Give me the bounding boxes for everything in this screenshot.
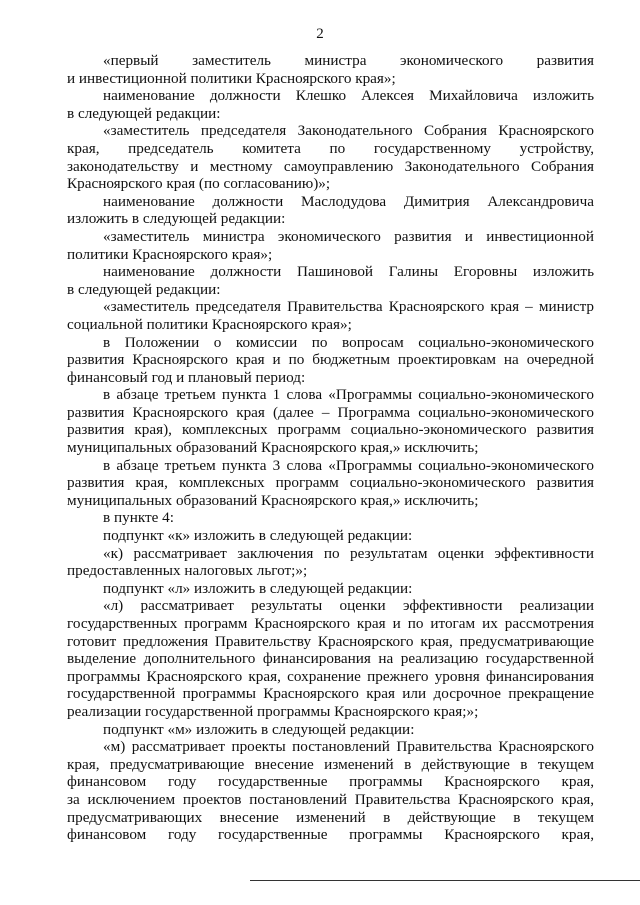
text-line: развития края), комплексных программ социально-экономического развития <box>67 421 594 439</box>
page-number: 2 <box>316 26 324 42</box>
text-line: государственных программ Красноярского края и по итогам их рассмотрения <box>67 615 594 632</box>
text-line: «заместитель председателя Законодательного Собрания Красноярского <box>103 122 594 140</box>
text-line: муниципальных образований Красноярского края,» исключить; <box>67 491 479 509</box>
text-line: в абзаце третьем пункта 3 слова «Программы социально-экономического <box>103 456 594 474</box>
text-line: в следующей редакции: <box>67 104 221 122</box>
text-line: наименование должности Маслодудова Димитрия Александровича <box>103 192 594 210</box>
text-line: развития Красноярского края (далее – Программа социально-экономического <box>67 403 594 421</box>
text-line: Красноярского края (по согласованию)»; <box>67 175 331 193</box>
text-line: подпункт «м» изложить в следующей редакции: <box>103 720 415 738</box>
text-line: реализации государственной программы Красноярского края;»; <box>67 702 479 720</box>
text-line: готовит предложения Правительству Красноярского края, предусматривающие <box>67 632 594 650</box>
text-line: «заместитель председателя Правительства Красноярского края – министр <box>103 298 594 316</box>
text-line: финансовом году государственные программы Красноярского края, <box>67 826 594 844</box>
text-line: социальной политики Красноярского края»; <box>67 315 352 333</box>
text-line: предусматривающих внесение изменений в действующие в текущем <box>67 808 594 826</box>
text-line: предоставленных налоговых льгот;»; <box>67 562 308 580</box>
text-line: «заместитель министра экономического развития и инвестиционной <box>103 227 594 245</box>
text-line: в пункте 4: <box>103 509 174 527</box>
text-line: в Положении о комиссии по вопросам социально-экономического <box>103 333 594 351</box>
text-line: «первый заместитель министра экономического развития <box>103 52 594 69</box>
bottom-rule <box>250 880 640 881</box>
text-line: развития Красноярского края и по бюджетным проектировкам на очередной <box>67 351 594 369</box>
text-line: «л) рассматривает результаты оценки эффективности реализации <box>103 597 594 615</box>
text-line: финансовый год и плановый период: <box>67 368 306 386</box>
text-line: наименование должности Клешко Алексея Михайловича изложить <box>103 87 594 105</box>
text-line: государственной программы Красноярского края или досрочное прекращение <box>67 685 594 703</box>
text-line: муниципальных образований Красноярского края,» исключить; <box>67 439 479 457</box>
text-line: наименование должности Пашиновой Галины Егоровны изложить <box>103 263 594 281</box>
text-line: «к) рассматривает заключения по результатам оценки эффективности <box>103 544 594 562</box>
text-line: программы Красноярского края, сохранение прежнего уровня финансирования <box>67 667 594 685</box>
text-line: края, председатель комитета по государственному устройству, <box>67 139 594 157</box>
text-line: изложить в следующей редакции: <box>67 210 286 228</box>
text-line: за исключением проектов постановлений Правительства Красноярского края, <box>67 790 594 808</box>
text-line: подпункт «к» изложить в следующей редакции: <box>103 527 413 545</box>
text-line: подпункт «л» изложить в следующей редакции: <box>103 579 413 597</box>
document-body <box>67 52 594 844</box>
text-line: и инвестиционной политики Красноярского края»; <box>67 69 396 87</box>
text-line: развития края, комплексных программ социально-экономического развития <box>67 474 594 492</box>
text-line: выделение дополнительного финансирования на реализацию государственной <box>67 650 594 668</box>
text-line: в следующей редакции: <box>67 280 221 298</box>
text-line: законодательству и местному самоуправлению Законодательного Собрания <box>67 157 594 175</box>
text-line: финансовом году государственные программы Красноярского края, <box>67 773 594 791</box>
text-line: в абзаце третьем пункта 1 слова «Программы социально-экономического <box>103 386 594 404</box>
text-line: политики Красноярского края»; <box>67 245 273 263</box>
text-line: края, предусматривающие внесение изменений в действующие в текущем <box>67 755 594 773</box>
text-line: «м) рассматривает проекты постановлений Правительства Красноярского <box>103 738 594 756</box>
